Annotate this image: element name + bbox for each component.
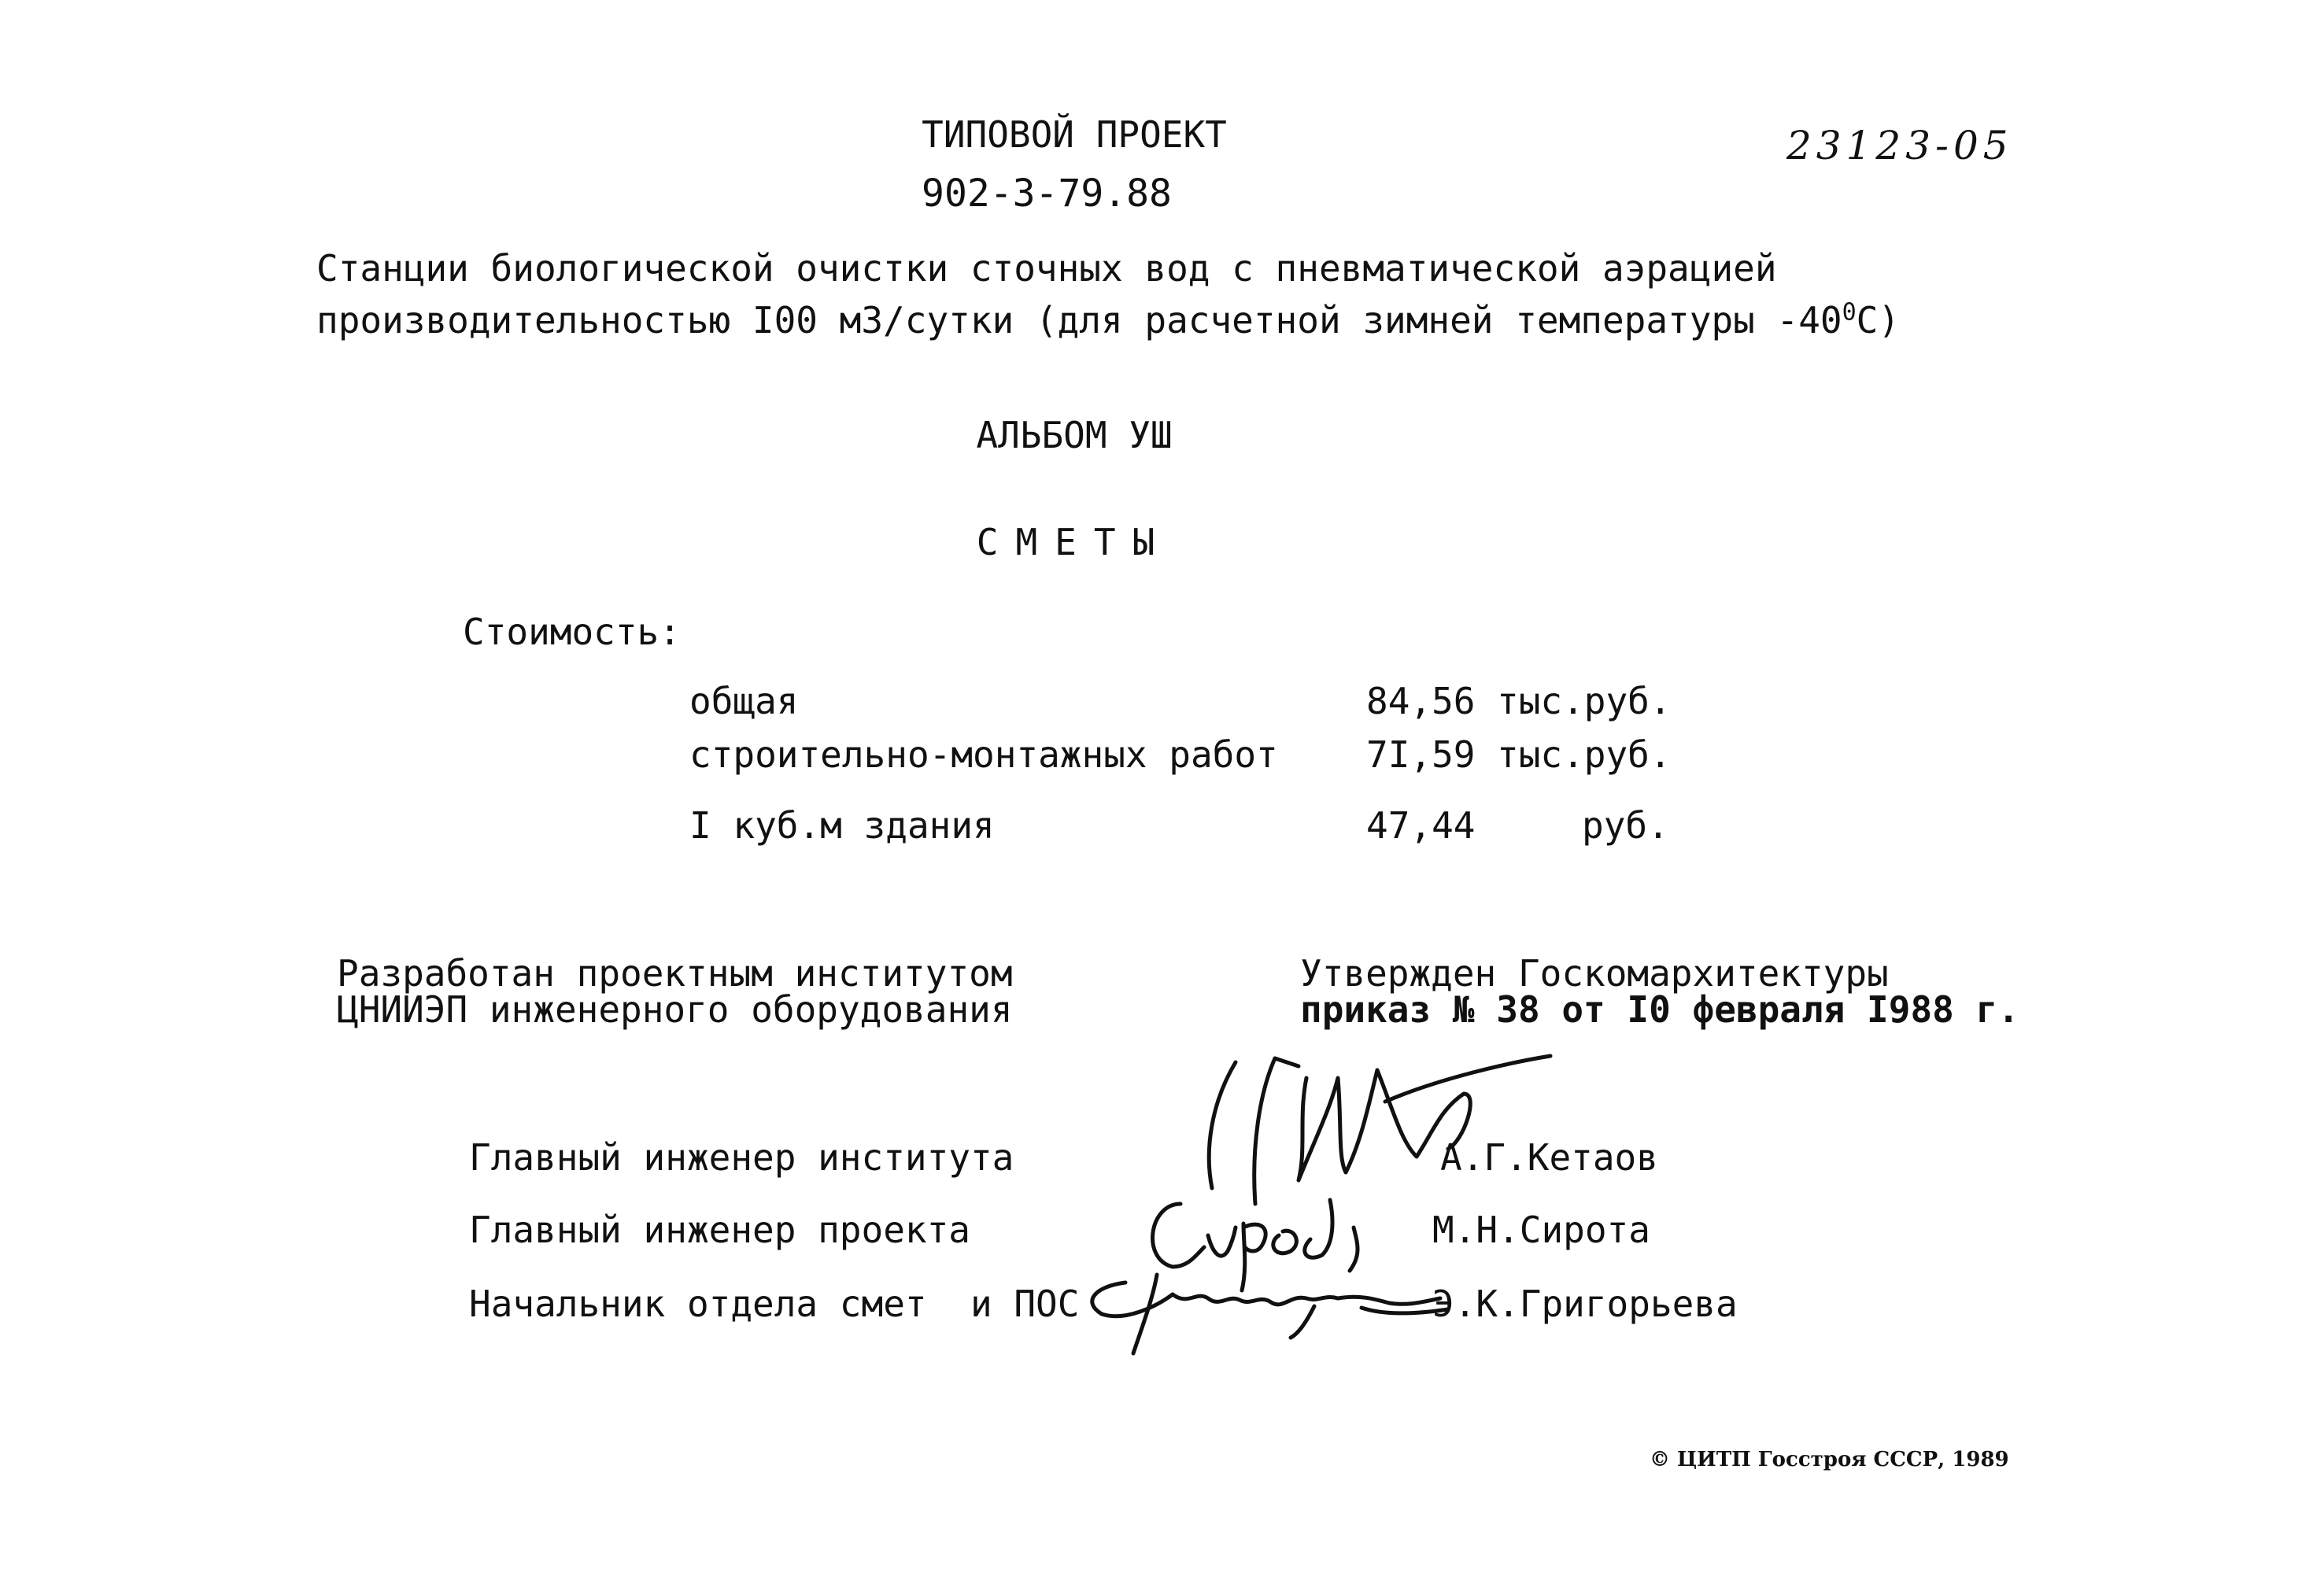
- developer-line-1: Разработан проектным институтом: [337, 952, 1013, 995]
- developer-line-2: ЦНИИЭП инженерного оборудования: [337, 988, 1013, 1031]
- cost-row-value: 7I,59: [1366, 733, 1476, 776]
- signatory-name: М.Н.Сирота: [1432, 1209, 1650, 1251]
- cost-row-label: I куб.м здания: [689, 804, 995, 847]
- cost-row-value: 84,56: [1366, 680, 1476, 722]
- signatory-name: А.Г.Кетаов: [1440, 1136, 1658, 1179]
- subject-line-1: Станции биологической очистки сточных вод с пневматической аэрацией: [316, 247, 1777, 290]
- project-type-heading: ТИПОВОЙ ПРОЕКТ: [922, 113, 1227, 156]
- cost-row-unit: тыс.руб.: [1497, 680, 1672, 722]
- signatory-role: Начальник отдела смет и ПОС: [469, 1283, 1080, 1325]
- approval-line-2: приказ № 38 от I0 февраля I988 г.: [1300, 988, 2019, 1031]
- subject-line-2: производительностью I00 м3/сутки (для расчетной зимней температуры $-40^0С$): [316, 298, 1901, 341]
- signatory-role: Главный инженер института: [469, 1136, 1014, 1179]
- project-number: 902-3-79.88: [922, 172, 1172, 216]
- copyright-notice: © ЦИТП Госстроя СССР, 1989: [1650, 1448, 2009, 1471]
- cost-row-value: 47,44: [1366, 804, 1476, 847]
- signatory-role: Главный инженер проекта: [469, 1209, 970, 1251]
- cost-row-unit: руб.: [1582, 804, 1669, 847]
- cost-heading: Стоимость:: [463, 611, 681, 653]
- registration-number: 23123-05: [1786, 123, 2013, 168]
- approval-line-1: Утвержден Госкомархитектуры: [1300, 952, 1889, 995]
- section-title: СМЕТЫ: [976, 521, 1173, 563]
- signature-grigorieva: [1078, 1251, 1456, 1361]
- cost-row-unit: тыс.руб.: [1497, 733, 1672, 776]
- signatory-name: Э.К.Григорьева: [1432, 1283, 1738, 1325]
- album-title: АЛЬБОМ УШ: [976, 414, 1173, 456]
- cost-row-label: общая: [689, 680, 799, 722]
- cost-row-label: строительно-монтажных работ: [689, 733, 1278, 776]
- degree-superscript: 0: [1842, 298, 1857, 327]
